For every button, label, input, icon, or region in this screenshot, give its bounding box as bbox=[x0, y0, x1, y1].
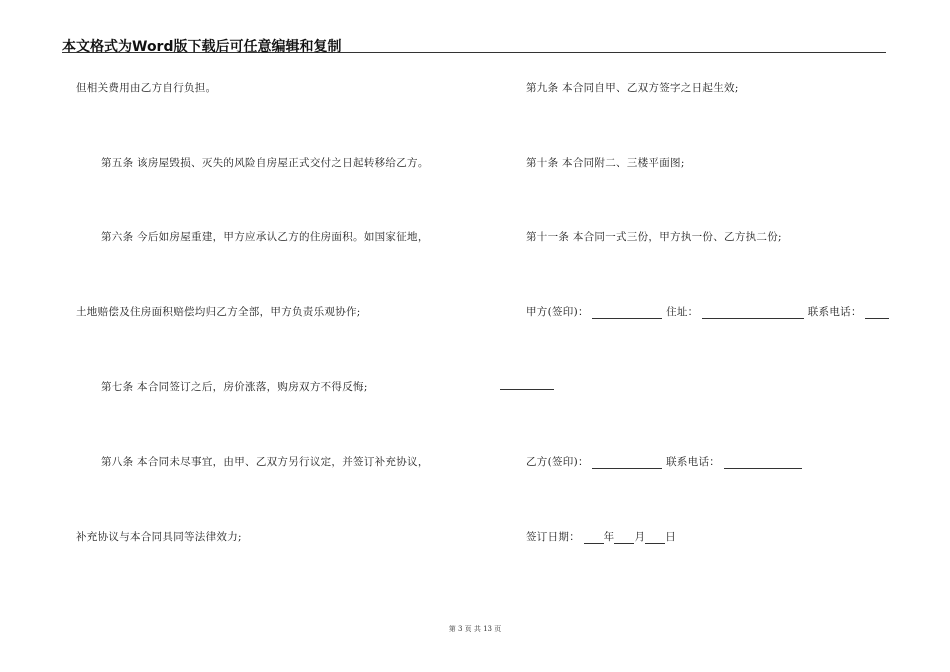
month-label: 月 bbox=[634, 531, 646, 543]
address-blank bbox=[702, 307, 804, 319]
left-line-7: 补充协议与本合同具同等法律效力; bbox=[76, 531, 242, 543]
month-blank bbox=[614, 532, 634, 544]
phone-b-label: 联系电话： bbox=[666, 456, 721, 468]
day-label: 日 bbox=[665, 531, 677, 543]
right-line-article-10: 第十条 本合同附二、三楼平面图; bbox=[526, 157, 685, 169]
party-a-signature-line bbox=[526, 304, 889, 319]
header-divider bbox=[62, 52, 886, 53]
left-line-article-5: 第五条 该房屋毁损、灭失的风险自房屋正式交付之日起转移给乙方。 bbox=[101, 157, 429, 169]
phone-a-label: 联系电话： bbox=[807, 306, 862, 318]
left-line-4: 土地赔偿及住房面积赔偿均归乙方全部，甲方负责乐观协作; bbox=[76, 306, 361, 318]
party-b-signature-line bbox=[526, 454, 802, 469]
day-blank bbox=[645, 532, 665, 544]
signing-date-line bbox=[526, 529, 676, 544]
page-number-footer: 第 3 页 共 13 页 bbox=[448, 625, 502, 633]
right-line-article-9: 第九条 本合同自甲、乙双方签字之日起生效; bbox=[526, 82, 739, 94]
year-label: 年 bbox=[603, 531, 615, 543]
party-b-blank bbox=[592, 457, 662, 469]
party-b-label: 乙方(签印)： bbox=[526, 456, 589, 468]
left-line-article-7: 第七条 本合同签订之后，房价涨落，购房双方不得反悔; bbox=[101, 381, 368, 393]
left-line-article-6: 第六条 今后如房屋重建，甲方应承认乙方的住房面积。如国家征地， bbox=[101, 231, 429, 243]
party-a-blank bbox=[592, 307, 662, 319]
party-a-label: 甲方(签印)： bbox=[526, 306, 589, 318]
phone-b-blank bbox=[724, 457, 802, 469]
left-line-1: 但相关费用由乙方自行负担。 bbox=[76, 82, 217, 94]
phone-a-blank-continuation bbox=[500, 389, 554, 390]
document-header-title: 本文格式为Word版下载后可任意编辑和复制 bbox=[62, 39, 342, 55]
year-blank bbox=[584, 532, 604, 544]
left-line-article-8: 第八条 本合同未尽事宜，由甲、乙双方另行议定，并签订补充协议， bbox=[101, 456, 429, 468]
right-line-article-11: 第十一条 本合同一式三份，甲方执一份、乙方执二份; bbox=[526, 231, 782, 243]
date-label: 签订日期： bbox=[526, 531, 580, 543]
address-label: 住址： bbox=[666, 306, 699, 318]
phone-a-blank bbox=[865, 307, 889, 319]
